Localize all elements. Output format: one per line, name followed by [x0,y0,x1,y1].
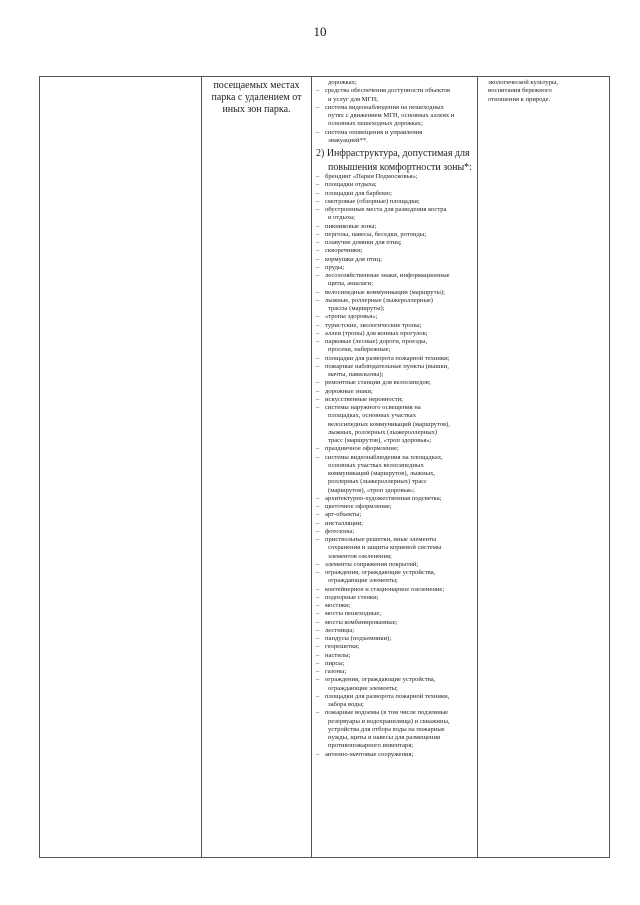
list-dash: – [316,445,320,453]
list-item [316,289,476,297]
list-item-text: приствольные решетки, иные элементы [325,536,437,543]
list-item [316,627,476,635]
list-item-text: мостики; [325,602,351,609]
list-item [316,173,476,181]
list-item-text: противопожарного инвентаря; [328,742,414,750]
list-item-text: пикниковые зоны; [325,222,377,230]
list-item [316,652,476,660]
list-item-text: обустроенные места для разведения костра [325,206,447,213]
document-table [39,76,610,858]
cell-line: парка с удалением от [211,92,302,103]
list-item-text: система видеонаблюдения на пешеходных [325,103,444,111]
infrastructure-list-top [316,79,476,145]
list-dash: – [316,692,320,700]
list-dash: – [316,503,320,510]
list-item [316,313,476,321]
list-item [316,602,476,610]
list-dash: – [316,255,320,263]
list-item [316,676,476,684]
cell-line: посещаемых местах [213,80,300,91]
list-item [316,726,476,734]
list-item [316,181,476,189]
list-dash: – [316,610,320,618]
list-item [316,610,476,618]
list-item-text: дорожках; [328,79,357,86]
cell-line: экологической культуры, [488,79,559,86]
table-divider [311,77,312,857]
list-dash: – [316,263,320,271]
list-item-text: нужды, щиты и навесы для размещения [328,734,441,741]
list-item [316,503,476,511]
list-dash: – [316,626,320,634]
list-item [316,454,476,462]
list-item [316,520,476,528]
list-item [316,223,476,231]
list-item-text: газоны; [325,668,347,675]
list-item [316,495,476,503]
list-item [316,619,476,627]
list-item-text: элементов озеленения; [328,552,392,560]
list-dash: – [316,750,320,758]
list-item-text: трасс (маршрутов), «троп здоровья»; [328,437,432,444]
list-item [316,247,476,255]
list-item-text: пожарные водоемы (в том числе подземные [325,709,449,717]
list-item [316,214,476,222]
zone-description-cell [202,80,311,116]
list-item [316,379,476,387]
list-item-text: георешетки; [325,643,360,651]
list-item [316,239,476,247]
list-item-text: мосты пешеходные; [325,610,382,618]
list-item [316,668,476,676]
list-item-text: площадках, основных участках [328,412,417,420]
list-dash: – [316,659,320,667]
list-dash: – [316,494,320,502]
list-item [316,129,476,137]
list-dash: – [316,272,320,279]
list-dash: – [316,222,320,230]
list-dash: – [316,536,320,543]
list-dash: – [316,618,320,626]
list-item [316,198,476,206]
list-dash: – [316,387,320,395]
list-item [316,569,476,577]
table-divider [201,77,202,857]
list-item-text: мачты, павильоны); [328,371,384,378]
cell-line: отношения к природе. [488,95,551,103]
cell-line: иных зон парка. [222,104,291,115]
list-dash: – [316,128,320,136]
list-item-text: пирсы; [325,659,345,667]
list-item [316,330,476,338]
list-item-text: лесохозяйственные знаки, информационные [325,272,450,279]
list-item-text: путях с движением МГН, основных аллеях и [328,112,455,119]
list-item-text: лыжных, роллерных (лыжероллерных) [328,428,438,436]
list-dash: – [316,362,320,370]
list-dash: – [316,602,320,609]
list-item [316,322,476,330]
list-item [316,87,476,95]
list-item-text: лестницы; [325,626,355,634]
list-item [316,429,476,437]
table-divider [477,77,478,857]
list-item-text: искусственные неровности; [325,395,403,403]
list-item-text: велосипедных коммуникаций (маршрутов), [328,420,451,428]
list-item [316,643,476,651]
list-item-text: и услуг для МГН; [328,95,378,103]
list-item [316,594,476,602]
list-item [316,742,476,750]
list-item [316,511,476,519]
list-item [316,553,476,561]
list-item-text: основных участках велосипедных [328,461,424,469]
list-item-text: контейнерное и стационарное озеленение; [325,585,445,593]
list-item [316,561,476,569]
list-item-text: площадки отдыха; [325,181,377,189]
list-item-text: системы видеонаблюдения на площадках, [325,453,443,461]
list-item-text: средства обеспечения доступности объектов [325,87,451,95]
list-item [316,462,476,470]
list-item-text: праздничное оформление; [325,445,399,453]
list-item [316,718,476,726]
list-item-text: перголы, навесы, беседки, ротонды; [325,230,427,238]
list-item [316,470,476,478]
list-item [316,412,476,420]
list-dash: – [316,395,320,403]
list-item [316,685,476,693]
list-item [316,709,476,717]
list-item [316,231,476,239]
list-item-text: системы наружного освещения на [325,404,421,411]
list-item [316,264,476,272]
list-item-text: ограждающие элементы; [328,577,398,585]
list-item-text: смотровые (обзорные) площадки; [325,197,420,205]
list-item [316,120,476,128]
list-item-text: настилы; [325,651,351,659]
list-item-text: ремонтные станции для велосипедов; [325,379,431,387]
list-item-text: фотозоны; [325,527,355,535]
list-item [316,693,476,701]
list-item-text: основных пешеходных дорожках; [328,120,423,128]
list-dash: – [316,239,320,246]
list-item-text: парковые (лесные) дороги, проезды, [325,338,428,345]
list-dash: – [316,189,320,197]
list-item [316,577,476,585]
list-item-text: щиты, аншлаги; [328,280,374,288]
list-dash: – [316,181,320,189]
list-dash: – [316,338,320,345]
list-dash: – [316,288,320,296]
list-item [316,437,476,445]
list-item-text: забора воды; [328,701,364,708]
list-item-text: (маршрутов), «троп здоровья»; [328,486,415,494]
list-item [316,528,476,536]
list-item [316,421,476,429]
section-heading: 2) Инфраструктура, допустимая для [316,148,470,159]
list-dash: – [316,404,320,411]
list-item [316,280,476,288]
list-item [316,206,476,214]
list-dash: – [316,651,320,659]
list-item-text: коммуникаций (маршрутов), лыжных, [328,470,436,477]
list-dash: – [316,676,320,684]
list-item [316,104,476,112]
list-item-text: скворечники; [325,247,363,255]
list-item [316,536,476,544]
list-item-text: антенно-мачтовые сооружения; [325,750,414,758]
list-item-text: подпорные стенки; [325,593,379,601]
list-item-text: площадки для разворота пожарной техники; [325,354,450,362]
list-item [316,338,476,346]
list-dash: – [316,668,320,675]
list-dash: – [316,519,320,527]
list-dash: – [316,247,320,255]
list-item-text: система оповещения и управления [325,128,423,136]
list-item-text: кормушки для птиц; [325,255,382,263]
list-item-text: арт-объекты; [325,511,362,519]
list-item-text: пруды; [325,263,345,271]
list-item-text: аллеи (тропы) для конных прогулок; [325,329,428,337]
list-item [316,371,476,379]
list-dash: – [316,197,320,205]
list-item-text: велосипедные коммуникации (маршруты); [325,288,445,296]
list-dash: – [316,569,320,576]
list-item-text: просеки, набережные; [328,346,391,354]
list-dash: – [316,321,320,329]
list-item [316,478,476,486]
list-item [316,256,476,264]
list-item-text: пожарные наблюдательные пункты (вышки, [325,362,449,370]
purpose-cell [488,79,606,104]
list-dash: – [316,585,320,593]
list-dash: – [316,527,320,535]
list-item-text: плавучие домики для птиц; [325,239,402,246]
list-item-text: пандусы (подъемники); [325,635,392,642]
list-item [316,586,476,594]
list-item-text: брендинг «Парки Подмосковья»; [325,173,418,180]
list-dash: – [316,206,320,213]
list-item-text: ограждения, ограждающие устройства, [325,676,436,684]
list-item [316,272,476,280]
list-dash: – [316,173,320,180]
list-item [316,635,476,643]
list-item-text: инсталляции; [325,519,363,527]
list-dash: – [316,230,320,238]
list-dash: – [316,560,320,568]
list-item-text: элементы сопряжения покрытий; [325,560,419,568]
list-item-text: цветочное оформление; [325,503,392,510]
list-item [316,701,476,709]
list-item [316,346,476,354]
infrastructure-list [316,173,476,759]
list-item-text: сохранения и защиты корневой системы [328,544,442,552]
list-item [316,190,476,198]
list-item [316,487,476,495]
list-dash: – [316,635,320,642]
page-number: 10 [313,24,327,39]
list-item [316,355,476,363]
list-item-text: лыжные, роллерные (лыжероллерные) [325,296,434,304]
list-item [316,544,476,552]
list-item [316,660,476,668]
infrastructure-cell [316,79,476,759]
list-dash: – [316,511,320,519]
list-dash: – [316,354,320,362]
list-item [316,404,476,412]
list-dash: – [316,329,320,337]
list-item-text: роллерных (лыжероллерных) трасс [328,478,427,486]
list-item [316,137,476,145]
list-item-text: резервуары и водохранилища) и скважины, [328,717,450,725]
list-item [316,112,476,120]
list-dash: – [316,103,320,111]
list-item [316,445,476,453]
list-item-text: площадки для разворота пожарной техники, [325,692,450,700]
list-item-text: и отдыха; [328,214,355,222]
cell-line: воспитания бережного [488,87,552,95]
section-heading-cont: повышения комфортности зоны*: [328,162,472,173]
list-dash: – [316,313,320,321]
list-item-text: архитектурно-художественная подсветка; [325,494,442,502]
list-item [316,79,476,87]
list-item-text: ограждения, ограждающие устройства, [325,569,436,576]
list-dash: – [316,643,320,651]
list-item [316,396,476,404]
list-item [316,305,476,313]
list-dash: – [316,593,320,601]
list-dash: – [316,87,320,95]
list-item-text: устройства для отбора воды на пожарные [328,725,445,733]
list-item-text: дорожные знаки; [325,387,373,395]
list-item [316,297,476,305]
list-item [316,751,476,759]
list-item [316,734,476,742]
list-item-text: ограждающие элементы; [328,684,398,692]
list-item [316,363,476,371]
list-item-text: туристские, экологические тропы; [325,321,422,329]
list-dash: – [316,709,320,717]
list-dash: – [316,453,320,461]
list-item-text: трассы (маршруты); [328,305,385,312]
list-item [316,96,476,104]
list-dash: – [316,379,320,387]
list-item-text: «тропы здоровья»; [325,313,378,321]
list-item-text: площадки для барбекю; [325,189,392,197]
list-item-text: мосты комбинированные; [325,618,398,626]
list-dash: – [316,296,320,304]
list-item [316,388,476,396]
list-item-text: эвакуацией**. [328,136,368,144]
